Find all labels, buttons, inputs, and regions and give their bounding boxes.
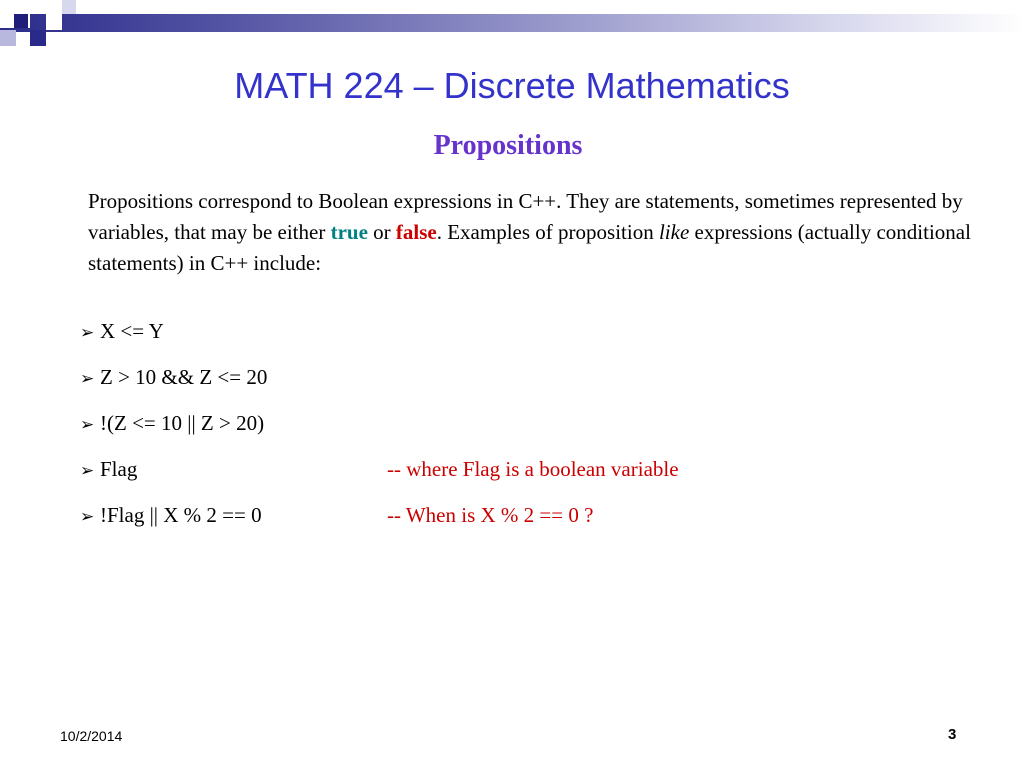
header-gradient-bar	[0, 14, 1024, 32]
corner-decoration-square	[46, 14, 62, 30]
arrow-bullet-icon: ➢	[80, 507, 95, 527]
arrow-bullet-icon: ➢	[80, 461, 95, 481]
list-item	[80, 454, 980, 500]
expression-text: !(Z <= 10 || Z > 20)	[100, 411, 265, 435]
list-item	[80, 316, 980, 362]
comment-text: -- When is X % 2 == 0 ?	[387, 503, 594, 527]
slide-title: MATH 224 – Discrete Mathematics	[234, 65, 790, 106]
false-keyword: false	[395, 220, 437, 244]
comment-text: -- where Flag is a boolean variable	[387, 457, 679, 481]
like-emphasis: like	[658, 220, 690, 244]
footer-date: 10/2/2014	[60, 728, 123, 744]
arrow-bullet-icon: ➢	[80, 415, 95, 435]
corner-decoration-square	[14, 14, 28, 28]
intro-text: . Examples of proposition	[436, 220, 659, 244]
corner-decoration-square	[0, 30, 16, 46]
list-item	[80, 362, 980, 408]
expression-text: X <= Y	[100, 319, 164, 343]
corner-decoration-square	[62, 0, 76, 14]
list-item	[80, 500, 980, 546]
list-item	[80, 408, 980, 454]
arrow-bullet-icon: ➢	[80, 369, 95, 389]
arrow-bullet-icon: ➢	[80, 323, 95, 343]
intro-paragraph	[88, 186, 988, 279]
slide-subtitle: Propositions	[433, 130, 583, 161]
intro-text: Propositions correspond to Boolean expressions in C++. They are statements, sometimes represented by variables, that may be either	[88, 189, 963, 244]
page-number: 3	[948, 726, 957, 743]
expression-text: !Flag || X % 2 == 0	[100, 503, 262, 527]
corner-decoration-square	[30, 46, 46, 58]
intro-text: expressions (actually conditional statements) in C++ include:	[88, 220, 971, 275]
corner-decoration-square	[30, 30, 46, 46]
expression-text: Z > 10 && Z <= 20	[100, 365, 268, 389]
intro-text: or	[367, 220, 396, 244]
true-keyword: true	[330, 220, 368, 244]
expression-text: Flag	[100, 457, 138, 481]
example-list	[80, 316, 980, 546]
